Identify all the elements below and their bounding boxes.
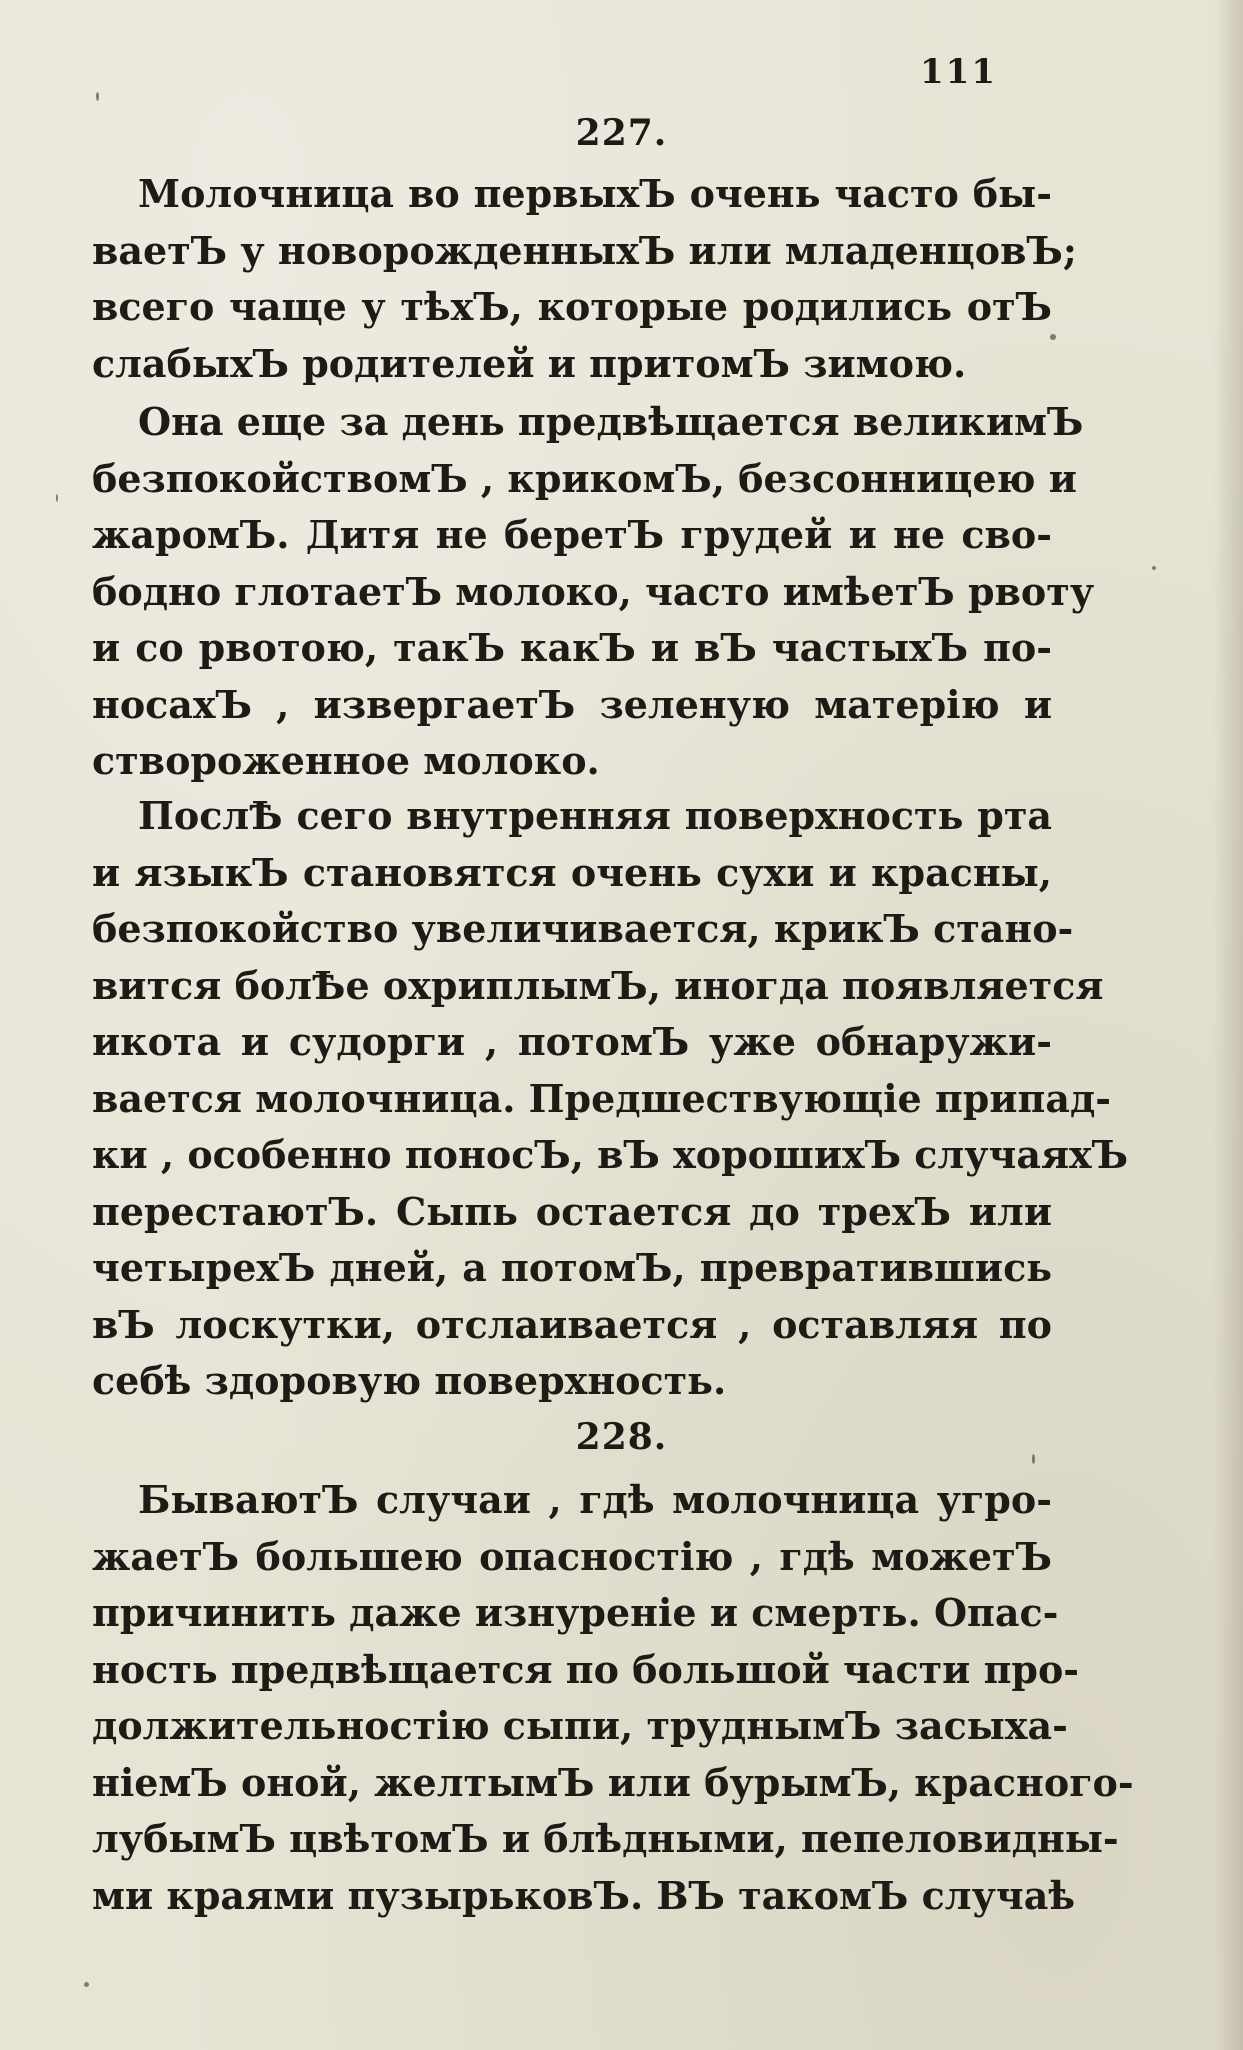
text-line: БываютЪ случаи , гдѣ молочница угро- [138,1477,1052,1522]
text-line: Она еще за день предвѣщается великимЪ [138,399,1084,444]
text-line: четырехЪ дней, а потомЪ, превратившись [92,1245,1052,1290]
text-line: вЪ лоскутки, отслаивается , оставляя по [92,1301,1052,1347]
text-line: всего чаще у тѣхЪ, которые родились отЪ [92,284,1052,329]
text-line: ки , особенно поносЪ, вЪ хорошихЪ случаяхЪ [92,1132,1129,1177]
text-line: слабыхЪ родителей и притомЪ зимою. [92,340,967,386]
text-line: бодно глотаетЪ молоко, часто имѣетЪ рвоту [92,568,1095,614]
section-number-227: 227. [575,112,668,154]
page-edge-shadow [1213,0,1243,2050]
text-line: перестаютЪ. Сыпь остается до трехЪ или [92,1188,1052,1234]
text-line: вается молочница. Предшествующіе припад- [92,1075,1112,1121]
paper-speck [96,92,99,101]
text-line: и со рвотою, такЪ какЪ и вЪ частыхЪ по- [92,625,1052,670]
paragraph-4 [92,1472,1134,1924]
section-number-228: 228. [575,1416,668,1458]
paper-speck [56,494,58,502]
text-line: ніемЪ оной, желтымЪ или бурымЪ, красного- [92,1759,1134,1805]
text-line: икота и судорги , потомЪ уже обнаружи- [92,1019,1052,1064]
paper-speck [1032,1454,1035,1464]
text-line: вится болѢе охриплымЪ, иногда появляется [92,962,1104,1008]
text-line: себѣ здоровую поверхность. [92,1358,727,1403]
text-line: причинить даже изнуреніе и смерть. Опас- [92,1590,1059,1635]
paper-speck [1050,334,1056,340]
text-line: носахЪ , извергаетЪ зеленую матерію и [92,681,1052,727]
paper-speck [84,1982,89,1987]
paragraph-3 [92,788,1129,1410]
text-line: створоженное молоко. [92,738,600,783]
text-line: лубымЪ цвѣтомЪ и блѣдными, пепеловидны- [92,1816,1119,1861]
text-line: безпокойствомЪ , крикомЪ, безсонницею и [92,455,1077,501]
text-line: жаетЪ большею опасностію , гдѣ можетЪ [92,1533,1052,1579]
text-line: ПослѢ сего внутренняя поверхность рта [138,793,1052,838]
text-line: и языкЪ становятся очень сухи и красны, [92,849,1052,895]
text-line: ми краями пузырьковЪ. ВЪ такомЪ случаѣ [92,1872,1076,1918]
page-number: 111 [920,52,997,92]
text-line: безпокойство увеличивается, крикЪ стано- [92,906,1074,951]
text-line: Молочница во первыхЪ очень часто бы- [138,171,1052,216]
paragraph-1 [92,166,1077,392]
paper-speck [1152,566,1156,570]
text-line: ваетЪ у новорожденныхЪ или младенцовЪ; [92,227,1077,273]
text-line: ность предвѣщается по большой части про- [92,1646,1080,1692]
text-line: жаромЪ. Дитя не беретЪ грудей и не сво- [92,512,1052,557]
text-line: должительностію сыпи, труднымЪ засыха- [92,1703,1068,1748]
paragraph-2 [92,394,1095,790]
